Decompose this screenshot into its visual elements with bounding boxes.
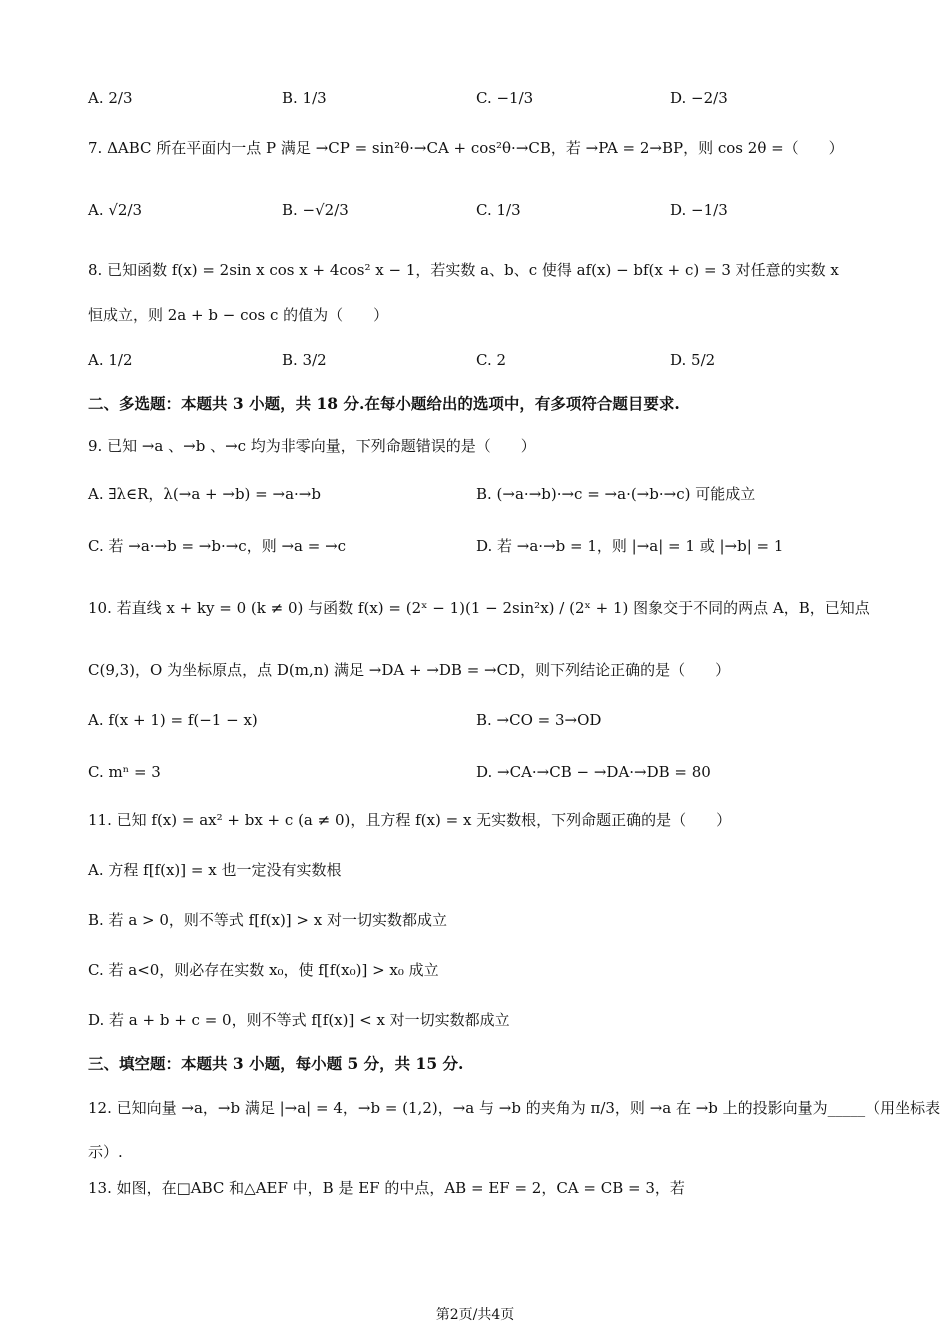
q7-option-b: B. −√2/3	[282, 201, 349, 219]
q9-option-a: A. ∃λ∈R，λ(→a + →b) = →a·→b	[88, 485, 321, 503]
q11-stem: 11. 已知 f(x) = ax² + bx + c (a ≠ 0)，且方程 f(x) = x 无实数根，下列命题正确的是（ ）	[88, 811, 732, 829]
q7-stem: 7. ΔABC 所在平面内一点 P 满足 →CP = sin²θ·→CA + cos²θ·→CB，若 →PA = 2→BP，则 cos 2θ =（ ）	[88, 139, 844, 157]
q8-option-c: C. 2	[476, 351, 507, 369]
page-footer: 第2页/共4页	[435, 1307, 515, 1323]
q10-option-b: B. →CO = 3→OD	[476, 711, 602, 729]
q10-option-c: C. mⁿ = 3	[88, 763, 161, 781]
q10-stem-line1: 10. 若直线 x + ky = 0 (k ≠ 0) 与函数 f(x) = (2ˣ − 1)(1 − 2sin²x) / (2ˣ + 1) 图象交于不同的两点 A，B，已知点	[88, 599, 870, 617]
q10-stem-line2: C(9,3)，O 为坐标原点，点 D(m,n) 满足 →DA + →DB = →CD，则下列结论正确的是（ ）	[88, 661, 731, 679]
q7-option-a: A. √2/3	[88, 201, 143, 219]
q7-option-d: D. −1/3	[670, 201, 728, 219]
section-3-heading: 三、填空题：本题共 3 小题，每小题 5 分，共 15 分.	[88, 1054, 464, 1073]
q8-stem-line1: 8. 已知函数 f(x) = 2sin x cos x + 4cos² x − 1，若实数 a、b、c 使得 af(x) − bf(x + c) = 3 对任意的实数 x	[88, 261, 839, 279]
q11-option-a: A. 方程 f[f(x)] = x 也一定没有实数根	[88, 861, 342, 879]
q12-stem-line1: 12. 已知向量 →a，→b 满足 |→a| = 4，→b = (1,2)，→a 与 →b 的夹角为 π/3，则 →a 在 →b 上的投影向量为_____（用坐标表	[88, 1099, 941, 1117]
q8-option-b: B. 3/2	[282, 351, 327, 369]
q9-option-b: B. (→a·→b)·→c = →a·(→b·→c) 可能成立	[476, 485, 756, 503]
q9-option-d: D. 若 →a·→b = 1，则 |→a| = 1 或 |→b| = 1	[476, 537, 784, 555]
q12-stem-line2: 示）.	[88, 1143, 123, 1161]
q6-option-c: C. −1/3	[476, 89, 534, 107]
q8-option-d: D. 5/2	[670, 351, 716, 369]
q9-stem: 9. 已知 →a 、→b 、→c 均为非零向量，下列命题错误的是（ ）	[88, 437, 536, 455]
q6-option-a: A. 2/3	[88, 89, 133, 107]
q7-option-c: C. 1/3	[476, 201, 521, 219]
q11-option-d: D. 若 a + b + c = 0，则不等式 f[f(x)] < x 对一切实数都成立	[88, 1011, 510, 1029]
q13-stem: 13. 如图，在□ABC 和△AEF 中，B 是 EF 的中点，AB = EF = 2，CA = CB = 3，若	[88, 1179, 685, 1197]
q10-option-d: D. →CA·→CB − →DA·→DB = 80	[476, 763, 711, 781]
q8-option-a: A. 1/2	[88, 351, 133, 369]
q8-stem-line2: 恒成立，则 2a + b − cos c 的值为（ ）	[88, 306, 389, 324]
q9-option-c: C. 若 →a·→b = →b·→c，则 →a = →c	[88, 537, 347, 555]
q6-option-b: B. 1/3	[282, 89, 327, 107]
section-2-heading: 二、多选题：本题共 3 小题，共 18 分.在每小题给出的选项中，有多项符合题目要求.	[88, 394, 680, 413]
q10-option-a: A. f(x + 1) = f(−1 − x)	[88, 711, 258, 729]
q11-option-c: C. 若 a<0，则必存在实数 x₀，使 f[f(x₀)] > x₀ 成立	[88, 961, 439, 979]
q6-option-d: D. −2/3	[670, 89, 728, 107]
q11-option-b: B. 若 a > 0，则不等式 f[f(x)] > x 对一切实数都成立	[88, 911, 447, 929]
